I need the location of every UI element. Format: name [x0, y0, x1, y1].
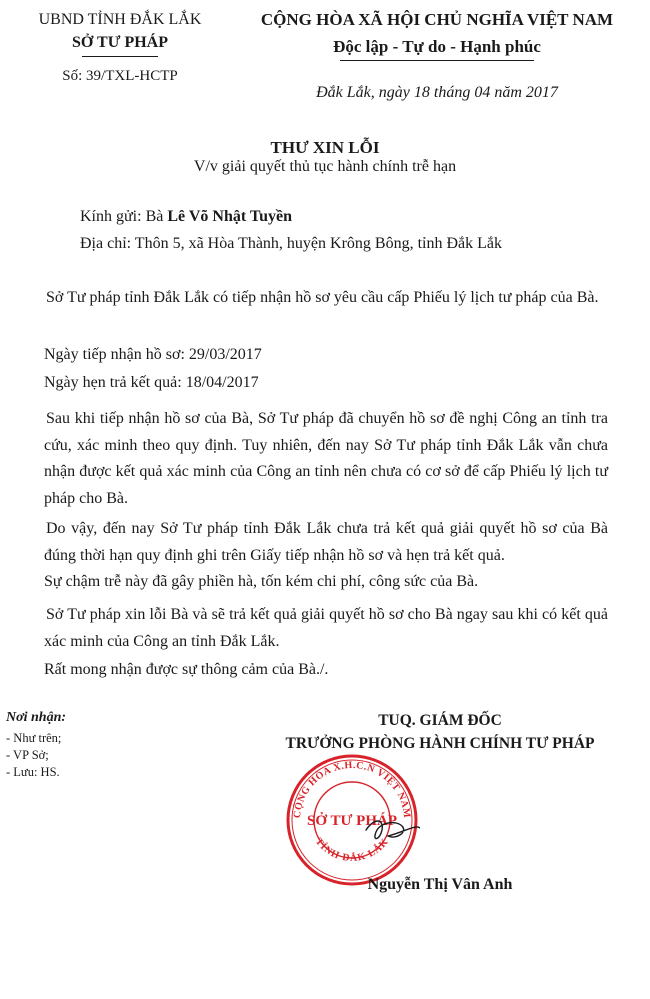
addressee-line	[80, 208, 292, 226]
seal-outer-text: CỘNG HÒA X.H.C.N VIỆT NAM	[291, 759, 413, 819]
signature-title: TRƯỞNG PHÒNG HÀNH CHÍNH TƯ PHÁP	[285, 735, 595, 752]
recipient-item: - Như trên;	[6, 731, 62, 745]
issuing-authority: UBND TỈNH ĐẮK LẮK	[38, 11, 202, 28]
recipient-item: - Lưu: HS.	[6, 765, 60, 779]
addressee-prefix: Kính gửi: Bà	[80, 208, 168, 225]
paragraph-5-text: Sở Tư pháp xin lỗi Bà và sẽ trả kết quả giải quyết hồ sơ cho Bà ngay sau khi có kết quả xác minh của Công an tỉnh Đắk Lắk.	[44, 606, 608, 650]
body-paragraph-1	[44, 285, 608, 312]
paragraph-3-text: Do vậy, đến nay Sở Tư pháp tỉnh Đắk Lắk chưa trả kết quả giải quyết hồ sơ của Bà đúng thời hạn quy định ghi trên Giấy tiếp nhận hồ sơ và hẹn trả kết quả.	[44, 520, 608, 564]
document-subject: V/v giải quyết thủ tục hành chính trễ hạn	[193, 158, 457, 175]
official-seal	[284, 752, 420, 888]
signature-authority: TUQ. GIÁM ĐỐC	[378, 712, 502, 729]
signer-name: Nguyễn Thị Vân Anh	[367, 876, 513, 893]
recipient-item: - VP Sở;	[6, 748, 49, 762]
document-date: Đắk Lắk, ngày 18 tháng 04 năm 2017	[316, 84, 558, 101]
addressee-address: Địa chỉ: Thôn 5, xã Hòa Thành, huyện Krông Bông, tỉnh Đắk Lắk	[80, 235, 502, 252]
body-paragraph-6: Rất mong nhận được sự thông cảm của Bà./.	[44, 661, 329, 678]
issuing-department: SỞ TƯ PHÁP	[71, 34, 168, 51]
motto-underline	[340, 60, 534, 61]
body-paragraph-2	[44, 406, 608, 512]
received-date: Ngày tiếp nhận hồ sơ: 29/03/2017	[44, 346, 262, 363]
paragraph-1-text: Sở Tư pháp tỉnh Đắk Lắk có tiếp nhận hồ sơ yêu cầu cấp Phiếu lý lịch tư pháp của Bà.	[46, 289, 599, 306]
recipients-heading: Nơi nhận:	[6, 710, 67, 725]
document-title: THƯ XIN LỖI	[270, 138, 380, 157]
body-paragraph-3	[44, 516, 608, 569]
due-date: Ngày hẹn trả kết quả: 18/04/2017	[44, 374, 259, 391]
department-underline	[82, 56, 158, 57]
national-motto: Độc lập - Tự do - Hạnh phúc	[333, 37, 541, 56]
addressee-name: Lê Võ Nhật Tuyền	[167, 208, 292, 225]
document-number: Số: 39/TXL-HCTP	[62, 68, 178, 84]
seal-center-text: SỞ TƯ PHÁP	[306, 813, 398, 829]
national-title: CỘNG HÒA XÃ HỘI CHỦ NGHĨA VIỆT NAM	[260, 10, 614, 29]
seal-bottom-text: TỈNH ĐẮK LẮK	[312, 836, 392, 865]
body-paragraph-4: Sự chậm trễ này đã gây phiền hà, tốn kém chi phí, công sức của Bà.	[44, 573, 479, 590]
body-paragraph-5	[44, 602, 608, 655]
paragraph-2-text: Sau khi tiếp nhận hồ sơ của Bà, Sở Tư pháp đã chuyển hồ sơ đề nghị Công an tỉnh tra cứu, xác minh theo quy định. Tuy nhiên, đến nay Sở Tư pháp tỉnh Đắk Lắk vẫn chưa nhận được kết quả xác minh của Công an tỉnh nên chưa có cơ sở để cấp Phiếu lý lịch tư pháp cho Bà.	[44, 410, 608, 507]
